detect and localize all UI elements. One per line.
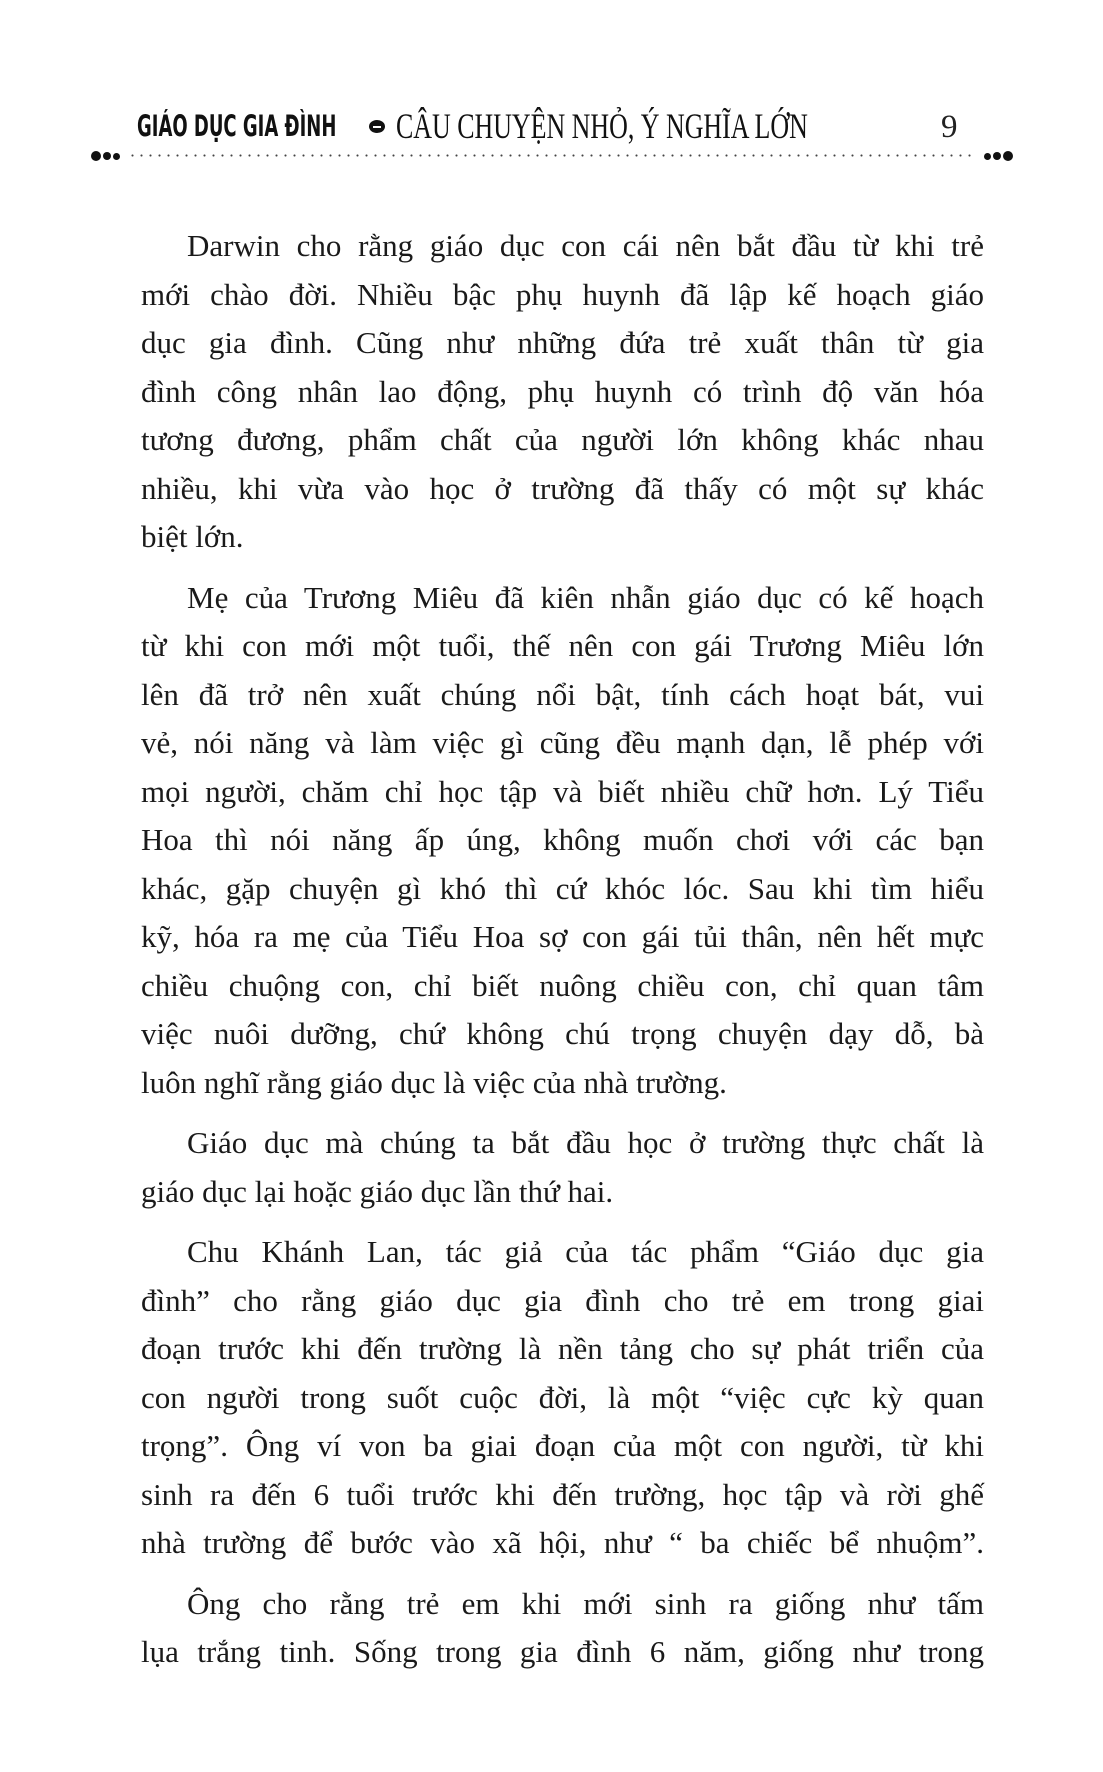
text-line: từ khi con mới một tuổi, thế nên con gái Trương Miêu lớn	[141, 628, 984, 663]
text-line: trọng”. Ông ví von ba giai đoạn của một con người, từ khi	[141, 1428, 984, 1463]
text-line: mới chào đời. Nhiều bậc phụ huynh đã lập kế hoạch giáo	[141, 276, 984, 312]
text-line: Darwin cho rằng giáo dục con cái nên bắt đầu từ khi trẻ	[187, 228, 984, 263]
text-line: lụa trắng tinh. Sống trong gia đình 6 năm, giống như trong	[141, 1634, 984, 1669]
text-line: nhiều, khi vừa vào học ở trường đã thấy có một sự khác	[141, 470, 984, 506]
text-line: biệt lớn.	[141, 519, 244, 554]
paragraph	[141, 1580, 984, 1677]
text-line: mọi người, chăm chỉ học tập và biết nhiều chữ hơn. Lý Tiểu	[141, 773, 984, 809]
text-line: việc nuôi dưỡng, chứ không chú trọng chuyện dạy dỗ, bà	[141, 1016, 984, 1051]
paragraph	[141, 222, 984, 562]
dotted-rule	[128, 154, 976, 157]
body-text	[141, 222, 984, 1689]
text-line: Ông cho rằng trẻ em khi mới sinh ra giống như tấm	[187, 1585, 984, 1621]
text-line: dục gia đình. Cũng như những đứa trẻ xuất thân từ gia	[141, 325, 984, 360]
paragraph	[141, 1228, 984, 1568]
text-line: đình công nhân lao động, phụ huynh có trình độ văn hóa	[141, 373, 984, 409]
text-line: luôn nghĩ rằng giáo dục là việc của nhà trường.	[141, 1064, 727, 1100]
text-line: Giáo dục mà chúng ta bắt đầu học ở trường thực chất là	[187, 1125, 984, 1160]
text-line: đoạn trước khi đến trường là nền tảng cho sự phát triển của	[141, 1331, 984, 1366]
text-line: sinh ra đến 6 tuổi trước khi đến trường, học tập và rời ghế	[141, 1476, 984, 1512]
text-line: Hoa thì nói năng ấp úng, không muốn chơi với các bạn	[141, 822, 984, 857]
oval-bullet-icon	[369, 120, 385, 133]
text-line: đình” cho rằng giáo dục gia đình cho trẻ em trong giai	[141, 1282, 984, 1318]
text-line: Chu Khánh Lan, tác giả của tác phẩm “Giáo dục gia	[187, 1234, 984, 1269]
text-line: chiều chuộng con, chỉ biết nuông chiều con, chỉ quan tâm	[141, 967, 984, 1003]
dots-ornament-right-icon	[984, 150, 1013, 162]
series-title: GIÁO DỤC GIA ĐÌNH	[137, 109, 337, 143]
dots-ornament-left-icon	[91, 150, 120, 162]
book-title: CÂU CHUYỆN NHỎ, Ý NGHĨA LỚN	[396, 106, 808, 146]
paragraph	[141, 574, 984, 1108]
text-line: nhà trường để bước vào xã hội, như “ ba chiếc bể nhuộm”.	[141, 1525, 984, 1560]
text-line: Mẹ của Trương Miêu đã kiên nhẫn giáo dục có kế hoạch	[187, 579, 984, 615]
paragraph	[141, 1119, 984, 1216]
text-line: khác, gặp chuyện gì khó thì cứ khóc lóc. Sau khi tìm hiểu	[141, 870, 984, 906]
text-line: vẻ, nói năng và làm việc gì cũng đều mạnh dạn, lễ phép với	[141, 725, 984, 760]
text-line: giáo dục lại hoặc giáo dục lần thứ hai.	[141, 1173, 614, 1209]
text-line: kỹ, hóa ra mẹ của Tiểu Hoa sợ con gái tủi thân, nên hết mực	[141, 919, 984, 954]
text-line: tương đương, phẩm chất của người lớn không khác nhau	[141, 422, 984, 457]
running-header	[0, 0, 1103, 180]
text-line: lên đã trở nên xuất chúng nổi bật, tính cách hoạt bát, vui	[141, 676, 984, 712]
text-line: con người trong suốt cuộc đời, là một “việc cực kỳ quan	[141, 1379, 984, 1415]
page-number: 9	[941, 109, 958, 145]
